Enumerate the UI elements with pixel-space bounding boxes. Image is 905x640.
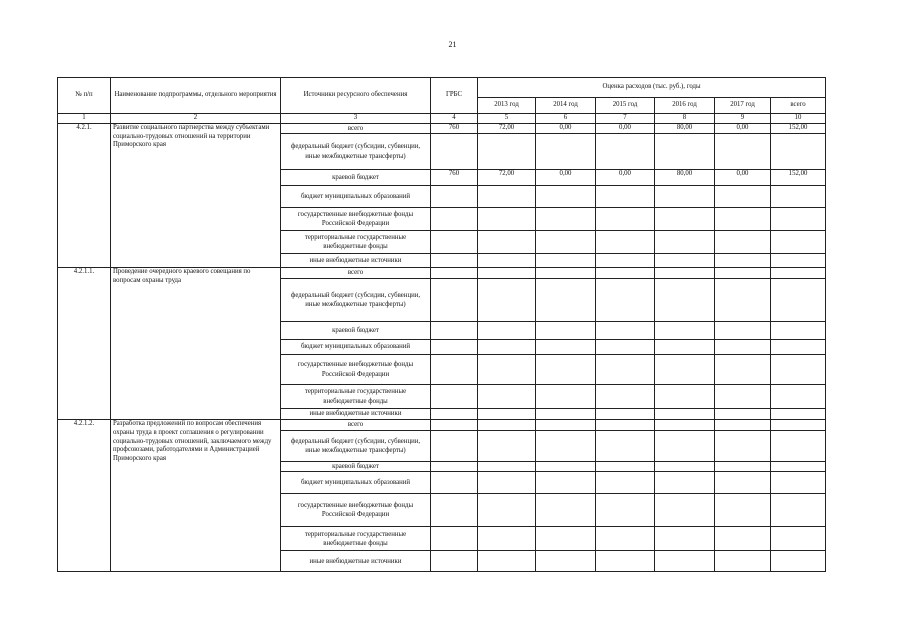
total-cell xyxy=(771,385,826,409)
table-row xyxy=(58,123,826,133)
year-value-cell xyxy=(478,231,536,254)
year-value-cell xyxy=(478,208,536,231)
year-value-cell xyxy=(655,409,715,420)
col-number: 1 xyxy=(58,114,111,124)
year-value-cell xyxy=(655,355,715,385)
table-row xyxy=(58,420,826,431)
total-cell xyxy=(771,322,826,340)
grbs-cell xyxy=(431,340,478,355)
year-value-cell xyxy=(655,420,715,431)
year-value-cell xyxy=(596,420,655,431)
year-value-cell xyxy=(715,551,771,572)
year-value-cell xyxy=(596,340,655,355)
grbs-cell xyxy=(431,208,478,231)
funding-source: государственные внебюджетные фонды Российской Федерации xyxy=(281,494,431,527)
funding-source: федеральный бюджет (субсидии, субвенции, иные межбюджетные трансферты) xyxy=(281,431,431,462)
funding-source: территориальные государственные внебюджетные фонды xyxy=(281,527,431,551)
grbs-cell xyxy=(431,431,478,462)
grbs-cell xyxy=(431,268,478,279)
year-value-cell xyxy=(655,527,715,551)
item-name: Разработка предложений по вопросам обеспечения охраны труда в проект соглашения о регулировании социально-трудовых отношений, заключаемого между профсоюзами, работодателями и Администрацией Приморского края xyxy=(111,420,281,572)
header-name: Наименование подпрограммы, отдельного мероприятия xyxy=(111,78,281,114)
grbs-cell xyxy=(431,472,478,494)
col-number: 5 xyxy=(478,114,536,124)
year-value-cell xyxy=(715,322,771,340)
header-year: 2015 год xyxy=(596,98,655,114)
total-cell xyxy=(771,231,826,254)
year-value-cell xyxy=(655,322,715,340)
year-value-cell: 80,00 xyxy=(655,170,715,186)
year-value-cell xyxy=(536,254,596,268)
grbs-cell xyxy=(431,186,478,208)
year-value-cell xyxy=(596,494,655,527)
year-value-cell xyxy=(655,462,715,472)
year-value-cell xyxy=(536,322,596,340)
year-value-cell xyxy=(536,472,596,494)
total-cell xyxy=(771,494,826,527)
grbs-cell xyxy=(431,322,478,340)
header-year: 2016 год xyxy=(655,98,715,114)
grbs-cell xyxy=(431,551,478,572)
year-value-cell xyxy=(596,431,655,462)
year-value-cell xyxy=(715,420,771,431)
year-value-cell xyxy=(596,527,655,551)
year-value-cell xyxy=(536,231,596,254)
year-value-cell xyxy=(715,254,771,268)
total-cell xyxy=(771,472,826,494)
year-value-cell xyxy=(536,527,596,551)
year-value-cell: 0,00 xyxy=(596,123,655,133)
table-row xyxy=(58,268,826,279)
total-cell xyxy=(771,527,826,551)
col-number: 3 xyxy=(281,114,431,124)
year-value-cell xyxy=(655,231,715,254)
total-cell xyxy=(771,268,826,279)
year-value-cell xyxy=(596,186,655,208)
funding-source: бюджет муниципальных образований xyxy=(281,186,431,208)
year-value-cell xyxy=(715,208,771,231)
col-number: 7 xyxy=(596,114,655,124)
year-value-cell: 0,00 xyxy=(596,170,655,186)
year-value-cell: 72,00 xyxy=(478,170,536,186)
year-value-cell xyxy=(655,551,715,572)
grbs-cell xyxy=(431,462,478,472)
year-value-cell xyxy=(596,254,655,268)
year-value-cell xyxy=(596,134,655,170)
year-value-cell xyxy=(655,208,715,231)
year-value-cell xyxy=(715,462,771,472)
year-value-cell xyxy=(596,462,655,472)
grbs-cell xyxy=(431,527,478,551)
year-value-cell xyxy=(715,494,771,527)
year-value-cell: 80,00 xyxy=(655,123,715,133)
grbs-cell xyxy=(431,385,478,409)
header-estimate: Оценка расходов (тыс. руб.), годы xyxy=(478,78,826,98)
year-value-cell xyxy=(478,279,536,322)
total-cell xyxy=(771,340,826,355)
year-value-cell xyxy=(536,409,596,420)
grbs-cell: 760 xyxy=(431,170,478,186)
year-value-cell xyxy=(478,472,536,494)
item-name: Развитие социального партнерства между субъектами социально-трудовых отношений на территории Приморского края xyxy=(111,123,281,267)
total-cell xyxy=(771,254,826,268)
header-grbs: ГРБС xyxy=(431,78,478,114)
funding-source: иные внебюджетные источники xyxy=(281,254,431,268)
year-value-cell xyxy=(596,472,655,494)
year-value-cell: 0,00 xyxy=(715,123,771,133)
year-value-cell xyxy=(715,340,771,355)
year-value-cell xyxy=(715,409,771,420)
year-value-cell: 72,00 xyxy=(478,123,536,133)
year-value-cell xyxy=(596,268,655,279)
funding-source: территориальные государственные внебюджетные фонды xyxy=(281,385,431,409)
page-number: 21 xyxy=(448,40,457,49)
year-value-cell xyxy=(536,134,596,170)
year-value-cell xyxy=(715,385,771,409)
header-total: всего xyxy=(771,98,826,114)
col-number: 10 xyxy=(771,114,826,124)
total-cell xyxy=(771,134,826,170)
budget-table xyxy=(57,77,826,572)
header-year: 2013 год xyxy=(478,98,536,114)
year-value-cell xyxy=(478,409,536,420)
year-value-cell: 0,00 xyxy=(536,123,596,133)
header-sources: Источники ресурсного обеспечения xyxy=(281,78,431,114)
grbs-cell: 760 xyxy=(431,123,478,133)
grbs-cell xyxy=(431,420,478,431)
year-value-cell xyxy=(596,208,655,231)
year-value-cell xyxy=(478,355,536,385)
funding-source: иные внебюджетные источники xyxy=(281,409,431,420)
year-value-cell xyxy=(596,355,655,385)
col-number: 8 xyxy=(655,114,715,124)
year-value-cell xyxy=(536,208,596,231)
item-code: 4.2.1. xyxy=(58,123,111,267)
year-value-cell xyxy=(536,186,596,208)
year-value-cell xyxy=(478,322,536,340)
year-value-cell xyxy=(596,409,655,420)
col-number: 6 xyxy=(536,114,596,124)
year-value-cell xyxy=(596,385,655,409)
year-value-cell xyxy=(715,186,771,208)
year-value-cell xyxy=(655,254,715,268)
year-value-cell xyxy=(536,268,596,279)
year-value-cell xyxy=(715,279,771,322)
funding-source: федеральный бюджет (субсидии, субвенции, иные межбюджетные трансферты) xyxy=(281,134,431,170)
funding-source: государственные внебюджетные фонды Российской Федерации xyxy=(281,208,431,231)
item-name: Проведение очередного краевого совещания по вопросам охраны труда xyxy=(111,268,281,420)
total-cell: 152,00 xyxy=(771,123,826,133)
year-value-cell xyxy=(655,268,715,279)
table-header xyxy=(58,78,826,124)
year-value-cell xyxy=(478,527,536,551)
total-cell xyxy=(771,208,826,231)
year-value-cell xyxy=(536,462,596,472)
year-value-cell xyxy=(715,268,771,279)
year-value-cell xyxy=(715,472,771,494)
grbs-cell xyxy=(431,409,478,420)
total-cell xyxy=(771,551,826,572)
grbs-cell xyxy=(431,279,478,322)
year-value-cell xyxy=(536,279,596,322)
year-value-cell xyxy=(655,472,715,494)
year-value-cell xyxy=(596,231,655,254)
header-year: 2017 год xyxy=(715,98,771,114)
funding-source: государственные внебюджетные фонды Российской Федерации xyxy=(281,355,431,385)
header-num: № п/п xyxy=(58,78,111,114)
funding-source: всего xyxy=(281,420,431,431)
grbs-cell xyxy=(431,494,478,527)
total-cell xyxy=(771,186,826,208)
grbs-cell xyxy=(431,134,478,170)
year-value-cell xyxy=(655,385,715,409)
col-number: 9 xyxy=(715,114,771,124)
col-number: 2 xyxy=(111,114,281,124)
year-value-cell xyxy=(478,420,536,431)
year-value-cell xyxy=(478,254,536,268)
year-value-cell xyxy=(655,431,715,462)
total-cell xyxy=(771,279,826,322)
year-value-cell xyxy=(715,431,771,462)
funding-source: территориальные государственные внебюджетные фонды xyxy=(281,231,431,254)
year-value-cell xyxy=(596,279,655,322)
year-value-cell xyxy=(715,527,771,551)
table-body xyxy=(58,123,826,571)
funding-source: всего xyxy=(281,268,431,279)
funding-source: бюджет муниципальных образований xyxy=(281,472,431,494)
year-value-cell xyxy=(655,494,715,527)
year-value-cell xyxy=(536,431,596,462)
year-value-cell xyxy=(536,551,596,572)
funding-source: краевой бюджет xyxy=(281,170,431,186)
funding-source: бюджет муниципальных образований xyxy=(281,340,431,355)
column-numbers-row xyxy=(58,114,826,124)
funding-source: всего xyxy=(281,123,431,133)
year-value-cell xyxy=(536,494,596,527)
funding-source: иные внебюджетные источники xyxy=(281,551,431,572)
year-value-cell xyxy=(478,431,536,462)
year-value-cell xyxy=(478,551,536,572)
year-value-cell xyxy=(715,355,771,385)
year-value-cell xyxy=(655,279,715,322)
year-value-cell xyxy=(655,340,715,355)
year-value-cell xyxy=(596,322,655,340)
year-value-cell xyxy=(478,494,536,527)
total-cell xyxy=(771,431,826,462)
item-code: 4.2.1.1. xyxy=(58,268,111,420)
funding-source: краевой бюджет xyxy=(281,462,431,472)
total-cell: 152,00 xyxy=(771,170,826,186)
year-value-cell xyxy=(478,186,536,208)
funding-source: федеральный бюджет (субсидии, субвенции, иные межбюджетные трансферты) xyxy=(281,279,431,322)
year-value-cell xyxy=(478,268,536,279)
year-value-cell xyxy=(655,134,715,170)
grbs-cell xyxy=(431,355,478,385)
funding-source: краевой бюджет xyxy=(281,322,431,340)
col-number: 4 xyxy=(431,114,478,124)
year-value-cell xyxy=(478,385,536,409)
total-cell xyxy=(771,409,826,420)
year-value-cell xyxy=(715,134,771,170)
year-value-cell xyxy=(596,551,655,572)
year-value-cell xyxy=(655,186,715,208)
year-value-cell: 0,00 xyxy=(715,170,771,186)
year-value-cell xyxy=(536,355,596,385)
year-value-cell xyxy=(478,462,536,472)
total-cell xyxy=(771,420,826,431)
year-value-cell xyxy=(478,340,536,355)
year-value-cell xyxy=(715,231,771,254)
header-year: 2014 год xyxy=(536,98,596,114)
year-value-cell xyxy=(536,385,596,409)
item-code: 4.2.1.2. xyxy=(58,420,111,572)
year-value-cell: 0,00 xyxy=(536,170,596,186)
total-cell xyxy=(771,462,826,472)
grbs-cell xyxy=(431,254,478,268)
year-value-cell xyxy=(536,340,596,355)
year-value-cell xyxy=(536,420,596,431)
grbs-cell xyxy=(431,231,478,254)
total-cell xyxy=(771,355,826,385)
year-value-cell xyxy=(478,134,536,170)
